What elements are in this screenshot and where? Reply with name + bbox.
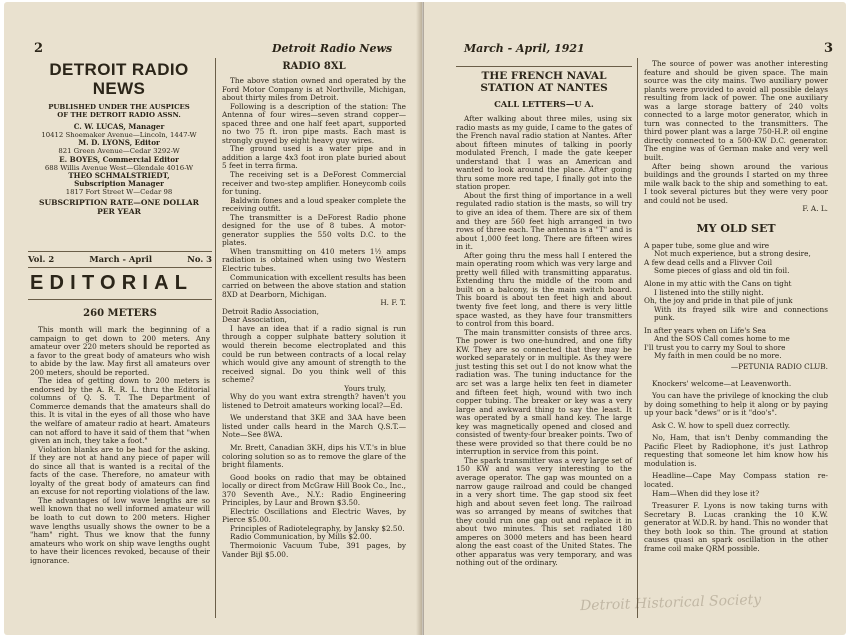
masthead-title-line2: NEWS: [92, 79, 146, 98]
paragraph: The spark transmitter was a very large set of 150 KW and was very interesting to the average operator. The gap was mounted on a narrow gauge railroad and could be changed in a very short time. The gap stood six feet high and about seven feet long. The railroad was so arranged by means of switches that they could run one gap out and replace it in about two minutes. This set radiated 180 amperes on 3000 meters and has been heard along the east coast of the United States. The other apparatus was very temporary, and was nothing out of the ordinary.: [456, 455, 632, 568]
poem: [644, 242, 828, 372]
issue-date: March - April: [89, 254, 153, 264]
paragraph: After walking about three miles, using six radio masts as my guide, I came to the gates of the French naval radio station at Nantes. After about fifteen minutes of talking in poorly modulated French, I made the gate keeper understand that I was an American and wanted to look around the place. After going thru some more red tape, I finally got into the station proper.: [456, 114, 632, 192]
running-head-left: Detroit Radio News: [272, 42, 393, 55]
note: Principles of Radiotelegraphy, by Jansky $2.50.: [230, 523, 405, 533]
note: Thermoionic Vacuum Tube, 391 pages, by Vander Bijl $5.00.: [222, 540, 406, 559]
note: Headline—Cape May Compass station re-located.: [644, 471, 828, 489]
staff-1-detail: 10412 Shoemaker Avenue—Lincoln, 1447-W: [41, 131, 197, 140]
heading-rule: [456, 66, 632, 67]
signature-fal: F. A. L.: [802, 204, 828, 214]
note: Mr. Brett, Canadian 3KH, dips his V.T.'s in blue coloring solution so as to remove the glare of the bright filaments.: [222, 442, 406, 470]
paragraph: When transmitting on 410 meters 1½ amps radiation is obtained when using two Western Electric tubes.: [222, 246, 406, 274]
article-radio-8xl: [222, 60, 406, 559]
paragraph: After going thru the mess hall I entered the main operating room which was very large and pretty well filled with transmitting apparatus. Extending thru the middle of the room and built on a balcony, is the main switch board. This board is about ten feet high and about twenty five feet long, and there is very little space wasted, as they have four transmitters to control from this board.: [456, 250, 632, 329]
note: You can have the privilege of knocking the club by doing something to help it along or by paying up your back "dews" or is it "doo's".: [644, 391, 828, 418]
page-number-left: 2: [34, 41, 44, 56]
poem-line: A few dead cells and a Flivver Coil: [644, 257, 773, 267]
paragraph: The advantages of low wave lengths are so well known that no well informed amateur will be loath to cut down to 200 meters. Higher wave lengths usually shows the owner to be a "ham" right. Thus we know that the funny amateurs who work on ship wave lengths ought to have their licences revoked, because of their ignorance.: [30, 495, 210, 565]
letter-close: Yours truly,: [344, 383, 386, 393]
staff-4-detail: Subscription Manager: [74, 178, 164, 188]
poem-line: Alone in my attic with the Cans on tight: [644, 279, 792, 289]
article-subheading-call-letters: CALL LETTERS—U A.: [494, 99, 594, 109]
note: Electric Oscillations and Electric Waves, by Pierce $5.00.: [222, 506, 406, 525]
editorial-rule: [28, 299, 212, 300]
column-rule-right: [637, 58, 638, 618]
paragraph: About the first thing of importance in a well regulated radio station is the masts, so will try to give an idea of them. There are six of them and they are 560 feet high arranged in two rows of three each. The antenna is a "T" and is about 1,000 feet long. There are fifteen wires in it.: [456, 190, 632, 252]
magazine-spread: [4, 2, 846, 635]
poem-line: With its frayed silk wire and connections punk.: [654, 304, 828, 323]
masthead-title-line1: DETROIT RADIO: [49, 60, 189, 79]
poem-signature: —PETUNIA RADIO CLUB.: [730, 361, 828, 371]
masthead: [26, 60, 212, 216]
staff-2-name: M. D. LYONS, Editor: [78, 138, 160, 148]
article-french-naval-station: [456, 66, 632, 568]
staff-2: [26, 139, 212, 155]
right-page: [424, 2, 846, 635]
paragraph: This month will mark the beginning of a campaign to get down to 200 meters. Any amateur over 220 meters should be reported as a favor to the great body of amateurs who wish to abide by the law. May first all amateurs over 200 meters, should be reported.: [30, 325, 210, 377]
vol-rule-top: [28, 251, 212, 252]
signature-hft: H. F. T.: [380, 298, 406, 308]
volume-number: Vol. 2: [28, 254, 55, 264]
paragraph: Baldwin fones and a loud speaker complete the receiving outfit.: [222, 195, 406, 214]
page-number-right: 3: [824, 41, 834, 56]
letter-body: I have an idea that if a radio signal is run through a copper sulphate battery solution it would therein become electroplated and this could be run between contracts of a local relay which would give any amount of strength to the received signal. Do you think well of this scheme?: [222, 323, 406, 385]
paragraph: The source of power was another interesting feature and should be given space. The main source was the city mains. Two auxiliary power plants were provided to avoid all possible delays resulting from lack of power. The one auxiliary was a large storage battery of 240 volts connected to a large motor generator, which in turn was connected to the transmitters. The third power plant was a large 750-H.P. oil engine directly connected to a 500-KW D.C. generator. The engine was of German make and very well built.: [644, 59, 828, 163]
note: Radio Communication, by Mills $2.00.: [230, 532, 372, 542]
staff-2-detail: 821 Green Avenue—Cedar 3292-W: [58, 147, 180, 156]
paragraph: Following is a description of the station: The Antenna of four wires—seven strand copper—spaced three and one half feet apart, supported no two 75 ft. iron pipe masts. Each mast is strongly guyed by eight heavy guy wires.: [222, 101, 406, 145]
subscription-line1: SUBSCRIPTION RATE—ONE DOLLAR: [39, 198, 199, 208]
volume-line: [28, 254, 212, 264]
editorial-heading: EDITORIAL: [30, 272, 194, 294]
poem-line: I'll trust you to carry my Soul to shore: [644, 342, 786, 352]
note: Treasurer F. Lyons is now taking turns with Secretary B. Lucas cranking the 10 K.W. generator at W.D.R. by hand. This no wonder that they both look so thin. The ground at station causes quasi an spark oscillation in the other frame coil make QRM possible.: [644, 501, 828, 553]
note: No, Ham, that isn't Denby commanding the Pacific Fleet by Radiophone, it's just Lathrop requesting that someone let him know how his modulation is.: [644, 433, 828, 468]
poem-line: A paper tube, some glue and wire: [644, 240, 770, 250]
published-line2: OF THE DETROIT RADIO ASSN.: [57, 111, 181, 120]
letter-salutation-2: Dear Association,: [222, 315, 287, 325]
article-heading-line1: THE FRENCH NAVAL: [481, 70, 607, 82]
column-rule-left: [215, 58, 216, 618]
paragraph: The idea of getting down to 200 meters is endorsed by the A. R. R. L. thru the Editorial columns of Q. S. T. The Department of Commerce demands that the amateurs shall do this. It is vital in the eyes of all those who have the welfare of amateur radio at heart. Amateurs can not afford to have it said of them that "when given an inch, they take a foot.": [30, 376, 210, 446]
letter-salutation-1: Detroit Radio Association,: [222, 306, 319, 316]
paragraph: The main transmitter consists of three arcs. The power is two one-hundred, and one fifty KW. They are so connected that they may be worked separately or in multiple. As they were just testing this set out I do not know what the radiation was. The tuning inductance for the arc set was a large helix ten feet in diameter and fifteen feet high, wound with two inch copper tubing. The breaker or key was a very large and awkward thing to say the least. It was operated by a small hand key. The large key was magnetically opened and closed and consisted of twenty-four breaker points. Two of these were provided so that there could be no interruption in service from this point.: [456, 327, 632, 457]
running-head-right: March - April, 1921: [464, 42, 585, 55]
paragraph: After being shown around the various buildings and the grounds I started on my three mile walk back to the ship and something to eat. I took several pictures but they were very poor and could not be used.: [644, 161, 828, 205]
note: Knockers' welcome—at Leavenworth.: [652, 378, 792, 388]
poem-line: And the SOS Call comes home to me: [654, 334, 790, 344]
paragraph: The receiving set is a DeForest Commercial receiver and two-step amplifier. Honeycomb coils for tuning.: [222, 170, 406, 197]
staff-4: [26, 172, 212, 196]
article-heading-260-meters: 260 METERS: [83, 308, 157, 319]
published-line1: PUBLISHED UNDER THE AUSPICES: [48, 103, 190, 111]
paragraph: Violation blanks are to be had for the asking. If they are not at hand any piece of paper will do since all that is wanted is a recital of the facts of the case. Therefore, no amateur with loyalty of the great body of amateurs can find an excuse for not reporting violations of the law.: [30, 444, 210, 497]
article-heading-radio-8xl: RADIO 8XL: [282, 61, 346, 72]
poem-line: In after years when on Life's Sea: [644, 325, 766, 335]
poem-line: Oh, the joy and pride in that pile of junk: [644, 296, 793, 306]
staff-3-detail: 688 Willis Avenue West—Glendale 4016-W: [44, 163, 194, 172]
poem-line: I listened into the stilly night.: [654, 287, 764, 297]
paragraph: Communication with excellent results has been carried on between the above station and station 8XD at Dearborn, Michigan.: [222, 272, 406, 299]
staff-1-name: C. W. LUCAS, Manager: [73, 122, 165, 132]
paragraph: The transmitter is a DeForest Radio phone designed for the use of 8 tubes. A motor-generator supplies the 550 volts D.C. to the plates.: [222, 212, 406, 248]
poem-line: Some pieces of glass and old tin foil.: [654, 266, 790, 276]
watermark: Detroit Historical Society: [579, 591, 762, 615]
staff-3-name: E. BOYES, Commercial Editor: [59, 154, 179, 164]
note: We understand that 3KE and 3AA have been listed under calls heard in the March Q.S.T.—Note—See 8WA.: [222, 413, 406, 440]
left-page: [4, 2, 422, 635]
poem-line: Not much experience, but a strong desire,: [654, 249, 811, 259]
note: Ask C. W. how to spell duez correctly.: [652, 420, 791, 430]
subscription-line2: PER YEAR: [97, 207, 141, 217]
paragraph: The above station owned and operated by the Ford Motor Company is at Northville, Michigan, about thirty miles from Detroit.: [222, 76, 406, 103]
staff-4-extra: 1817 Fort Street W—Cedar 98: [65, 187, 173, 196]
staff-3: [26, 156, 212, 172]
vol-rule-bottom: [28, 267, 212, 268]
note: Good books on radio that may be obtained locally or direct from McGraw Hill Book Co., Inc., 370 Seventh Ave., N.Y.: Radio Engineering Principles, by Laur and Brown $3.50.: [222, 472, 406, 508]
article-continued-and-poem: [644, 60, 828, 553]
paragraph: The ground used is a water pipe and in addition a large 4x3 foot iron plate buried about 5 feet in terra firma.: [222, 144, 406, 171]
poem-title: MY OLD SET: [696, 221, 776, 235]
poem-line: My faith in men could be no more.: [654, 351, 782, 361]
article-heading-line2: STATION AT NANTES: [480, 82, 608, 94]
issue-number: No. 3: [187, 254, 212, 264]
note: Ham—When did they lose it?: [652, 488, 760, 498]
article-260-meters: [30, 307, 210, 565]
staff-1: [26, 123, 212, 139]
letter-reply: Why do you want extra strength? haven't you listened to Detroit amateurs working local?—Ed.: [222, 392, 406, 410]
staff-4-name: THEO SCHMALSTRIEDT,: [68, 170, 170, 180]
